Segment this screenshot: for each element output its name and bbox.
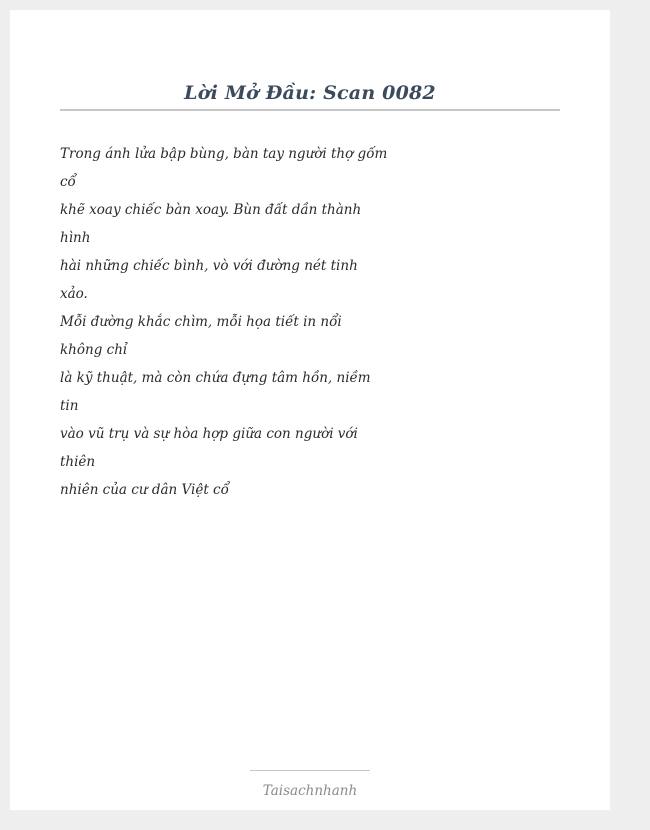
- body-line: Trong ánh lửa bập bùng, bàn tay người thợ gốm: [60, 146, 388, 162]
- body-line: không chỉ: [60, 342, 128, 358]
- body-line: xảo.: [60, 286, 88, 302]
- document-page: [10, 10, 610, 810]
- body-line: vào vũ trụ và sự hòa hợp giữa con người với: [60, 426, 358, 442]
- page-footer: Taisachnhanh: [262, 783, 358, 799]
- body-line: hình: [60, 230, 91, 246]
- title-divider: [60, 109, 560, 111]
- footer-divider: [250, 770, 370, 771]
- body-line: nhiên của cư dân Việt cổ: [60, 482, 229, 498]
- body-line: hài những chiếc bình, vò với đường nét tinh: [60, 258, 358, 274]
- body-paragraph: [60, 140, 388, 504]
- body-line: cổ: [60, 174, 76, 190]
- body-line: là kỹ thuật, mà còn chứa đựng tâm hồn, niềm: [60, 370, 371, 386]
- body-line: Mỗi đường khắc chìm, mỗi họa tiết in nổi: [60, 314, 342, 330]
- page-title: Lời Mở Đầu: Scan 0082: [184, 82, 436, 104]
- body-line: khẽ xoay chiếc bàn xoay. Bùn đất dần thành: [60, 202, 362, 218]
- body-line: thiên: [60, 454, 96, 470]
- body-line: tin: [60, 398, 79, 414]
